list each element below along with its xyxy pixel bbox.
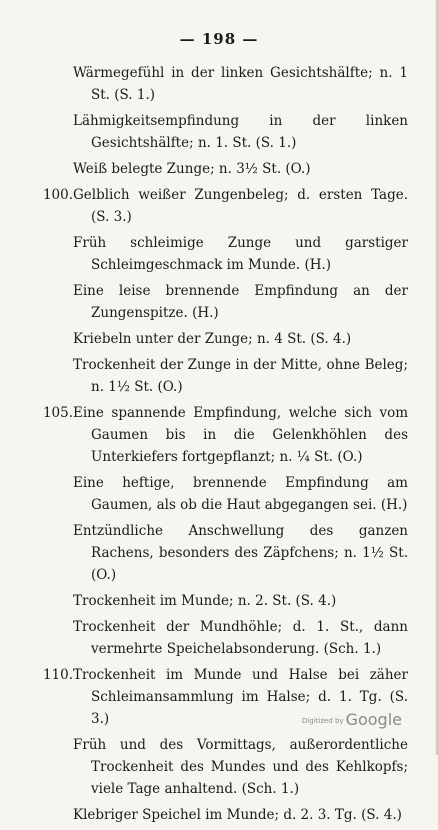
entry-text: Klebriger Speichel im Munde; d. 2. 3. Tg. (S. 4.) <box>73 807 402 823</box>
entry-text: Lähmigkeitsempfindung in der linken Gesichtshälfte; n. 1. St. (S. 1.) <box>73 113 408 151</box>
symptom-entry <box>0 402 438 468</box>
entry-text: Früh und des Vormittags, außerordentliche Trockenheit des Mundes und des Kehlkopfs; viele Tage anhaltend. (Sch. 1.) <box>73 737 408 797</box>
entry-text: Entzündliche Anschwellung des ganzen Rachens, besonders des Zäpfchens; n. 1½ St. (O.) <box>73 523 408 583</box>
entry-text: Trockenheit im Munde; n. 2. St. (S. 4.) <box>73 593 337 609</box>
symptom-entry <box>0 616 438 660</box>
symptom-entry <box>0 472 438 516</box>
entry-number: 100. <box>42 187 73 203</box>
symptom-entry <box>0 232 438 276</box>
digitized-watermark <box>302 710 402 729</box>
symptom-entry <box>0 184 438 228</box>
entry-text: Eine heftige, brennende Empfindung am Gaumen, als ob die Haut abgegangen sei. (H.) <box>73 475 408 513</box>
symptom-entry <box>0 590 438 612</box>
entry-text: Gelblich weißer Zungenbeleg; d. ersten Tage. (S. 3.) <box>73 187 408 225</box>
entry-text: Eine leise brennende Empfindung an der Zungenspitze. (H.) <box>73 283 408 321</box>
entry-text: Wärmegefühl in der linken Gesichtshälfte; n. 1 St. (S. 1.) <box>73 65 408 103</box>
entry-text: Weiß belegte Zunge; n. 3½ St. (O.) <box>73 161 311 177</box>
entry-number: 110. <box>42 667 73 683</box>
symptom-entry <box>0 734 438 800</box>
symptom-entry <box>0 62 438 106</box>
entry-text: Trockenheit im Munde und Halse bei zäher Schleimansammlung im Halse; d. 1. Tg. (S. 3.) <box>73 667 408 727</box>
symptom-entry <box>0 280 438 324</box>
symptom-entry <box>0 158 438 180</box>
symptom-entry <box>0 110 438 154</box>
entry-text: Eine spannende Empfindung, welche sich vom Gaumen bis in die Gelenkhöhlen des Unterkiefers fortgepflanzt; n. ¼ St. (O.) <box>73 405 408 465</box>
entry-text: Trockenheit der Mundhöhle; d. 1. St., dann vermehrte Speichelabsonderung. (Sch. 1.) <box>73 619 408 657</box>
symptom-entry <box>0 354 438 398</box>
entry-text: Kriebeln unter der Zunge; n. 4 St. (S. 4.) <box>73 331 352 347</box>
entry-text: Trockenheit der Zunge in der Mitte, ohne Beleg; n. 1½ St. (O.) <box>73 357 408 395</box>
entry-text: Früh schleimige Zunge und garstiger Schleimgeschmack im Munde. (H.) <box>73 235 408 273</box>
symptom-entry <box>0 804 438 826</box>
entry-number: 105. <box>42 405 73 421</box>
watermark-brand: Google <box>345 710 402 729</box>
symptom-entry <box>0 328 438 350</box>
page-number: — 198 — <box>179 30 259 48</box>
watermark-prefix: Digitized by <box>301 717 344 725</box>
symptom-entry <box>0 520 438 586</box>
